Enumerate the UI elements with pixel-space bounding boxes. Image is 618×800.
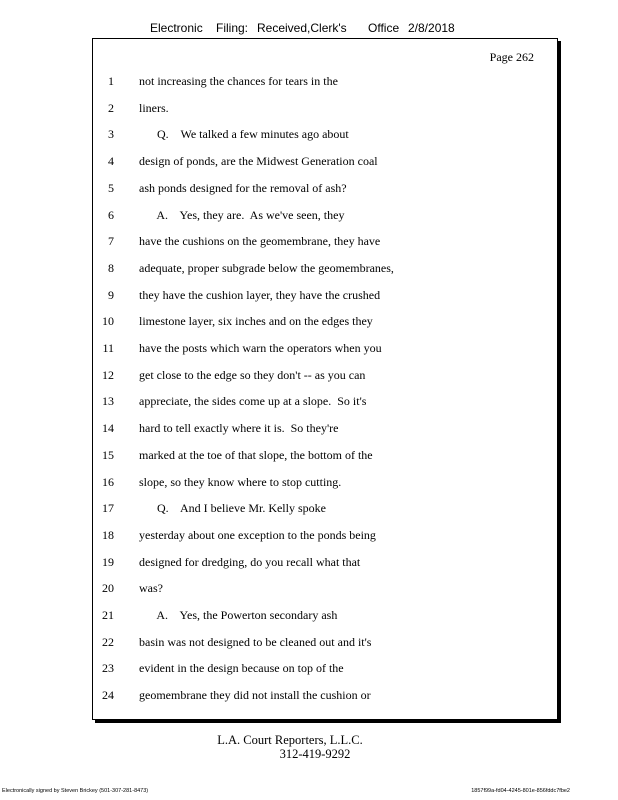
line-number: 21 bbox=[102, 608, 114, 622]
transcript-line bbox=[0, 635, 618, 653]
line-number: 15 bbox=[102, 447, 114, 462]
transcript-line bbox=[0, 661, 618, 679]
line-text: A. Yes, they are. As we've seen, they bbox=[139, 207, 345, 222]
line-text: design of ponds, are the Midwest Generation coal bbox=[139, 154, 378, 169]
transcript-line bbox=[0, 528, 618, 546]
filing-stamp-word: Office bbox=[368, 21, 400, 35]
line-number: 17 bbox=[102, 501, 114, 516]
transcript-line bbox=[0, 261, 618, 279]
line-text: geomembrane they did not install the cushion or bbox=[139, 688, 371, 703]
electronic-signature-note: Electronically signed by Steven Brickey (501-307-281-8473) bbox=[2, 788, 149, 794]
line-number: 3 bbox=[108, 127, 114, 142]
line-text: was? bbox=[139, 581, 163, 596]
filing-stamp-date: 2/8/2018 bbox=[408, 21, 455, 35]
filing-stamp-word: Received,Clerk's bbox=[257, 21, 347, 35]
line-text: hard to tell exactly where it is. So they're bbox=[139, 421, 339, 436]
line-text: limestone layer, six inches and on the edges they bbox=[139, 314, 373, 329]
line-number: 23 bbox=[102, 661, 114, 676]
line-text: get close to the edge so they don't -- as you can bbox=[139, 367, 366, 382]
line-number: 6 bbox=[108, 207, 114, 222]
transcript-line bbox=[0, 501, 618, 519]
line-number: 7 bbox=[108, 234, 114, 249]
line-number: 2 bbox=[108, 100, 114, 115]
line-text: liners. bbox=[139, 100, 169, 115]
transcript-line bbox=[0, 314, 618, 332]
line-text: basin was not designed to be cleaned out and it's bbox=[139, 634, 372, 649]
page-number: Page 262 bbox=[489, 50, 534, 64]
transcript-line bbox=[0, 154, 618, 172]
line-number: 5 bbox=[108, 180, 114, 195]
line-text: marked at the toe of that slope, the bottom of the bbox=[139, 447, 373, 462]
line-text: have the cushions on the geomembrane, they have bbox=[139, 234, 381, 249]
line-number: 22 bbox=[102, 634, 114, 649]
filing-stamp-header bbox=[0, 21, 618, 37]
line-text: Q. And I believe Mr. Kelly spoke bbox=[139, 501, 326, 516]
line-text: adequate, proper subgrade below the geomembranes, bbox=[139, 260, 394, 275]
transcript-line bbox=[0, 581, 618, 599]
transcript-line bbox=[0, 74, 618, 92]
court-reporter-phone: 312-419-9292 bbox=[279, 747, 351, 761]
line-text: A. Yes, the Powerton secondary ash bbox=[139, 608, 338, 622]
line-number: 10 bbox=[102, 314, 114, 329]
line-number: 18 bbox=[102, 527, 114, 542]
line-number: 11 bbox=[102, 341, 114, 355]
line-number: 1 bbox=[108, 74, 114, 88]
line-text: they have the cushion layer, they have the crushed bbox=[139, 287, 381, 302]
line-text: evident in the design because on top of the bbox=[139, 661, 344, 676]
transcript-line bbox=[0, 234, 618, 252]
line-number: 16 bbox=[102, 474, 114, 489]
transcript-line bbox=[0, 181, 618, 199]
line-text: slope, so they know where to stop cutting. bbox=[139, 474, 342, 489]
transcript-line bbox=[0, 127, 618, 145]
line-text: yesterday about one exception to the ponds being bbox=[139, 527, 376, 542]
line-number: 24 bbox=[102, 688, 114, 703]
transcript-line bbox=[0, 448, 618, 466]
line-number: 8 bbox=[108, 260, 114, 275]
transcript-line bbox=[0, 368, 618, 386]
transcript-line bbox=[0, 394, 618, 412]
transcript-line bbox=[0, 101, 618, 119]
transcript-line bbox=[0, 208, 618, 226]
filing-stamp-word: Filing: bbox=[216, 21, 249, 35]
line-number: 14 bbox=[102, 421, 114, 436]
line-text: Q. We talked a few minutes ago about bbox=[139, 127, 349, 142]
transcript-line bbox=[0, 475, 618, 493]
line-number: 13 bbox=[102, 394, 114, 409]
line-number: 9 bbox=[108, 287, 114, 302]
line-number: 4 bbox=[108, 154, 114, 169]
line-number: 19 bbox=[102, 554, 114, 569]
transcript-line bbox=[0, 555, 618, 573]
line-text: have the posts which warn the operators when you bbox=[139, 341, 382, 355]
line-text: designed for dredging, do you recall what that bbox=[139, 554, 361, 569]
line-number: 12 bbox=[102, 367, 114, 382]
transcript-line bbox=[0, 608, 618, 626]
filing-stamp-word: Electronic bbox=[150, 21, 203, 35]
transcript-line bbox=[0, 288, 618, 306]
transcript-line bbox=[0, 341, 618, 359]
line-text: appreciate, the sides come up at a slope. So it's bbox=[139, 394, 367, 409]
transcript-line bbox=[0, 421, 618, 439]
transcript-line bbox=[0, 688, 618, 706]
line-text: ash ponds designed for the removal of ash? bbox=[139, 180, 347, 195]
line-text: not increasing the chances for tears in the bbox=[139, 74, 338, 88]
line-number: 20 bbox=[102, 581, 114, 596]
document-hash: 1857f99a-fd04-4245-801e-856fddc7fbe2 bbox=[471, 788, 570, 794]
court-reporter-name: L.A. Court Reporters, L.L.C. bbox=[217, 733, 363, 747]
